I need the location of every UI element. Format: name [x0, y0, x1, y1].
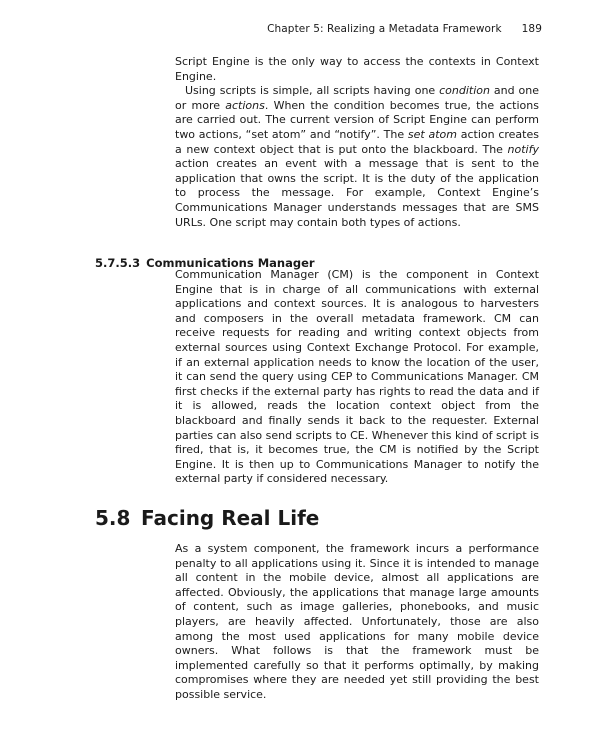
subsection-title: Communications Manager	[146, 256, 315, 270]
paragraph: As a system component, the framework incurs a performance penalty to all applications using it. Since it is intended to manage all content in the mobile device, almost all applications are affected. Obviously, the applications that manage large amounts of content, such as image galleries, phonebooks, and music players, are heavily affected. Unfortunately, those are also among the most used applications for many mobile device owners. What follows is that the framework must be implemented carefully so that it performs optimally, by making compromises where they are needed yet still providing the best possible service.	[175, 542, 539, 701]
text-block-communications-manager	[175, 268, 539, 487]
section-heading	[95, 506, 319, 530]
subsection-number: 5.7.5.3	[95, 256, 141, 270]
paragraph: Communication Manager (CM) is the component in Context Engine that is in charge of all communications with external applications and context sources. It is analogous to harvesters and composers in the overall metadata framework. CM can receive requests for reading and writing context objects from external sources using Context Exchange Protocol. For example, if an external application needs to know the location of the user, it can send the query using CEP to Communications Manager. CM first checks if the external party has rights to read the data and if it is allowed, reads the location context object from the blackboard and finally sends it back to the requester. External parties can also send scripts to CE. Whenever this kind of script is fired, that is, it becomes true, the CM is notified by the Script Engine. It is then up to Communications Manager to notify the external party if considered necessary.	[175, 268, 539, 486]
section-number: 5.8	[95, 506, 131, 530]
paragraph: Script Engine is the only way to access the contexts in Context Engine.	[175, 55, 539, 83]
running-head-title: Chapter 5: Realizing a Metadata Framework	[267, 23, 502, 35]
page-number: 189	[521, 23, 542, 35]
section-title: Facing Real Life	[141, 506, 320, 530]
paragraph-scripts: Using scripts is simple, all scripts having one condition and one or more actions. When the condition becomes true, the actions are carried out. The current version of Script Engine can perform two actions, “set atom” and “notify”. The set atom action creates a new context object that is put onto the blackboard. The notify action creates an event with a message that is sent to the application that owns the script. It is the duty of the application to process the message. For example, Context Engine’s Communications Manager understands messages that are SMS URLs. One script may contain both types of actions.	[175, 84, 539, 229]
text-block-facing-real-life	[175, 542, 539, 703]
running-head	[267, 23, 542, 35]
text-block-script-engine	[175, 55, 539, 230]
